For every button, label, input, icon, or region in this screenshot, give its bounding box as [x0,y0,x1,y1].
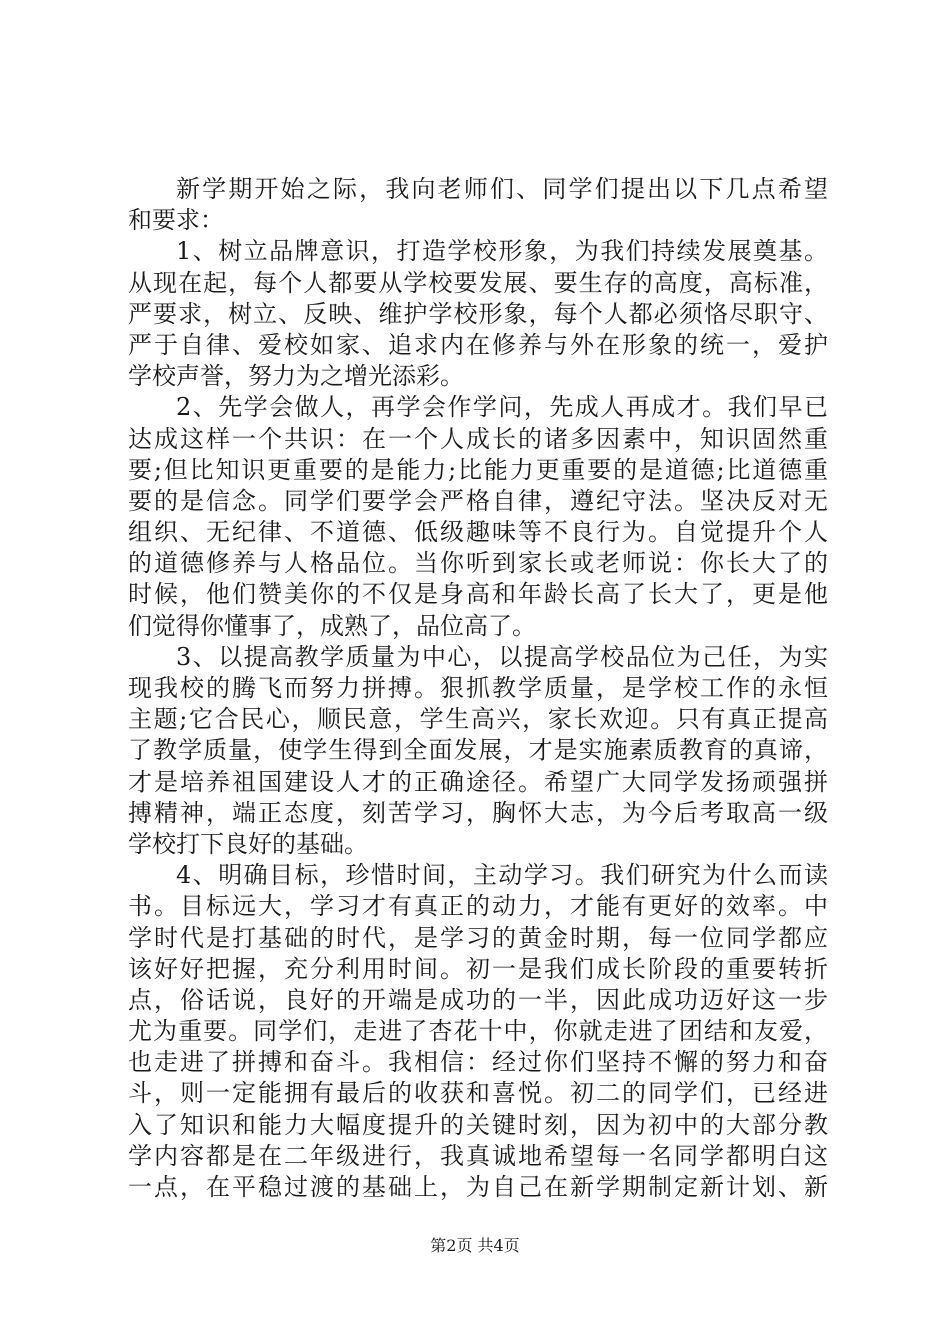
text-line: 现我校的腾飞而努力拼搏。狠抓教学质量，是学校工作的永恒 [128,674,828,702]
text-line: 点，俗话说，良好的开端是成功的一半，因此成功迈好这一步 [128,985,828,1014]
text-line: 严于自律、爱校如家、追求内在修养与外在形象的统一，爱护 [128,330,828,359]
text-line: 严要求，树立、反映、维护学校形象，每个人都必须恪尽职守、 [128,299,828,328]
paragraph-intro [128,174,828,236]
text-line: 的道德修养与人格品位。当你听到家长或老师说：你长大了的 [128,549,828,578]
text-line: 4、明确目标，珍惜时间，主动学习。我们研究为什么而读 [176,861,828,890]
text-line: 学校打下良好的基础。 [128,829,368,858]
text-line: 要的是信念。同学们要学会严格自律，遵纪守法。坚决反对无 [128,486,828,515]
paragraph-4 [128,860,828,1203]
text-line: 3、以提高教学质量为中心，以提高学校品位为己任，为实 [176,642,828,671]
text-line: 时候，他们赞美你的不仅是身高和年龄长高了长大了，更是他 [128,580,828,609]
paragraph-1 [128,236,828,392]
text-line: 才是培养祖国建设人才的正确途径。希望广大同学发扬顽强拼 [128,767,828,796]
page-footer: 第2页 共4页 [430,1236,520,1255]
text-line: 们觉得你懂事了，成熟了，品位高了。 [128,611,536,640]
paragraph-2 [128,392,828,642]
text-line: 主题;它合民心，顺民意，学生高兴，家长欢迎。只有真正提高 [128,705,828,734]
text-line: 达成这样一个共识：在一个人成长的诸多因素中，知识固然重 [128,424,828,453]
text-line: 入了知识和能力大幅度提升的关键时刻，因为初中的大部分教 [128,1110,828,1139]
text-line: 该好好把握，充分利用时间。初一是我们成长阶段的重要转折 [128,954,828,983]
text-line: 新学期开始之际，我向老师们、同学们提出以下几点希望 [176,175,828,203]
text-line: 了教学质量，使学生得到全面发展，才是实施素质教育的真谛， [128,736,828,765]
text-line: 学时代是打基础的时代，是学习的黄金时期，每一位同学都应 [128,923,828,952]
text-line: 要;但比知识更重要的是能力;比能力更重要的是道德;比道德重 [128,455,828,484]
text-line: 搏精神，端正态度，刻苦学习，胸怀大志，为今后考取高一级 [128,798,828,827]
text-line: 2、先学会做人，再学会作学问，先成人再成才。我们早已 [176,393,828,422]
text-line: 从现在起，每个人都要从学校要发展、要生存的高度，高标准， [128,268,828,297]
text-line: 一点，在平稳过渡的基础上，为自己在新学期制定新计划、新 [128,1173,828,1201]
text-line: 也走进了拼搏和奋斗。我相信：经过你们坚持不懈的努力和奋 [128,1048,828,1077]
text-line: 组织、无纪律、不道德、低级趣味等不良行为。自觉提升个人 [128,518,828,547]
text-line: 斗，则一定能拥有最后的收获和喜悦。初二的同学们，已经进 [128,1079,828,1108]
text-line: 学校声誉，努力为之增光添彩。 [128,362,464,391]
text-line: 书。目标远大，学习才有真正的动力，才能有更好的效率。中 [128,892,828,921]
document-body [128,174,828,1203]
text-line: 和要求： [128,206,224,235]
text-line: 尤为重要。同学们，走进了杏花十中，你就走进了团结和友爱， [128,1017,828,1046]
paragraph-3 [128,642,828,860]
text-line: 学内容都是在二年级进行，我真诚地希望每一名同学都明白这 [128,1141,828,1170]
text-line: 1、树立品牌意识，打造学校形象，为我们持续发展奠基。 [176,237,828,266]
